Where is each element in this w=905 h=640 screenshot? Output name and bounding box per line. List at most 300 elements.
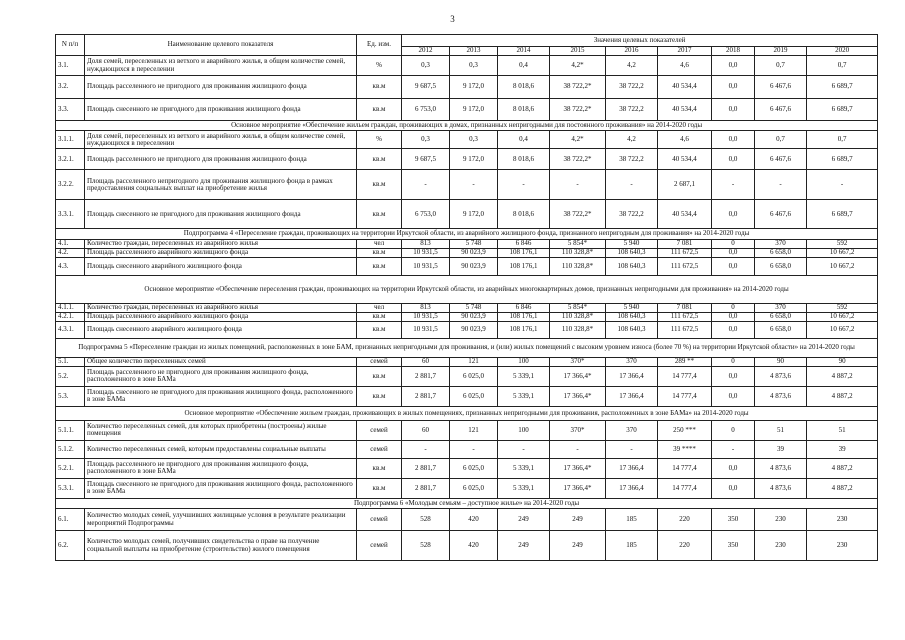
value-cell: 0,3 <box>402 131 450 149</box>
value-cell: 10 667,2 <box>807 312 878 321</box>
value-cell: 38 722,2 <box>606 149 658 170</box>
value-cell: 6 689,7 <box>807 200 878 229</box>
value-cell: 0,0 <box>712 56 755 76</box>
value-cell: 17 366,4 <box>606 386 658 406</box>
value-cell: 0,0 <box>712 386 755 406</box>
value-cell: 370* <box>550 420 606 440</box>
value-cell: 370* <box>550 357 606 366</box>
value-cell: 6 025,0 <box>450 386 498 406</box>
table-row <box>56 257 878 275</box>
unit-cell: семей <box>357 357 402 366</box>
value-cell: 4,2* <box>550 56 606 76</box>
value-cell: 40 534,4 <box>658 149 712 170</box>
value-cell: 350 <box>712 509 755 531</box>
unit-cell: кв.м <box>357 149 402 170</box>
header-name: Наименование целевого показателя <box>85 35 357 56</box>
row-id: 3.1.1. <box>56 131 85 149</box>
row-id: 4.3.1. <box>56 321 85 338</box>
value-cell: 108 640,3 <box>606 257 658 275</box>
value-cell: 813 <box>402 239 450 248</box>
value-cell: 0,7 <box>755 131 807 149</box>
value-cell: 4,6 <box>658 56 712 76</box>
value-cell: 8 018,6 <box>498 149 550 170</box>
unit-cell: кв.м <box>357 478 402 498</box>
table-row <box>56 312 878 321</box>
value-cell: 0,7 <box>807 131 878 149</box>
value-cell: 220 <box>658 509 712 531</box>
value-cell: 5 339,1 <box>498 386 550 406</box>
value-cell: 370 <box>755 239 807 248</box>
value-cell: 0,0 <box>712 257 755 275</box>
value-cell: 6 025,0 <box>450 458 498 478</box>
value-cell: 249 <box>498 531 550 561</box>
value-cell: 111 672,5 <box>658 321 712 338</box>
table-header <box>56 35 878 56</box>
row-id: 4.1. <box>56 239 85 248</box>
page-number: 3 <box>450 14 455 24</box>
value-cell: 592 <box>807 303 878 312</box>
header-year: 2015 <box>550 47 606 56</box>
value-cell: 4,2* <box>550 131 606 149</box>
value-cell: 60 <box>402 420 450 440</box>
row-id: 3.2.1. <box>56 149 85 170</box>
row-id: 3.3. <box>56 99 85 121</box>
value-cell: 38 722,2 <box>606 76 658 99</box>
header-year: 2012 <box>402 47 450 56</box>
value-cell: 14 777,4 <box>658 478 712 498</box>
unit-cell: семей <box>357 440 402 458</box>
table-body <box>56 56 878 561</box>
value-cell: 220 <box>658 531 712 561</box>
value-cell: 90 <box>755 357 807 366</box>
table-row <box>56 149 878 170</box>
row-id: 6.1. <box>56 509 85 531</box>
value-cell: 370 <box>606 357 658 366</box>
value-cell: 14 777,4 <box>658 366 712 386</box>
value-cell: 38 722,2 <box>606 99 658 121</box>
unit-cell: кв.м <box>357 200 402 229</box>
value-cell: 4 887,2 <box>807 386 878 406</box>
value-cell: 0,0 <box>712 200 755 229</box>
value-cell: 4 873,6 <box>755 458 807 478</box>
value-cell: 17 366,4* <box>550 458 606 478</box>
value-cell: - <box>712 170 755 200</box>
value-cell: 6 467,6 <box>755 200 807 229</box>
value-cell: 14 777,4 <box>658 458 712 478</box>
indicator-name: Площадь снесенного не пригодного для проживания жилищного фонда, расположенного в зоне БАМа <box>85 478 357 498</box>
indicator-name: Площадь расселенного аварийного жилищного фонда <box>85 248 357 257</box>
value-cell: 4,2 <box>606 56 658 76</box>
value-cell: 121 <box>450 357 498 366</box>
value-cell: 0 <box>712 303 755 312</box>
value-cell: 10 667,2 <box>807 248 878 257</box>
value-cell: 100 <box>498 357 550 366</box>
value-cell: 0 <box>712 420 755 440</box>
header-unit: Ед. изм. <box>357 35 402 56</box>
header-year: 2017 <box>658 47 712 56</box>
section-title: Основное мероприятие «Обеспечение жильем граждан, проживающих в домах, признанных непригодными для постоянного проживания» на 2014-2020 годы <box>56 121 878 131</box>
unit-cell: чел <box>357 303 402 312</box>
value-cell: 0,7 <box>755 56 807 76</box>
value-cell: 0,0 <box>712 478 755 498</box>
section-title: Подпрограмма 4 «Переселение граждан, проживающих на территории Иркутской области, из аварийного жилищного фонда, признанного непригодным для проживания» на 2014-2020 годы <box>56 229 878 239</box>
value-cell: 10 931,5 <box>402 321 450 338</box>
value-cell: 420 <box>450 509 498 531</box>
value-cell: 4 887,2 <box>807 366 878 386</box>
value-cell: 249 <box>550 509 606 531</box>
value-cell: 5 854* <box>550 303 606 312</box>
value-cell: - <box>402 170 450 200</box>
value-cell: 813 <box>402 303 450 312</box>
value-cell: 7 081 <box>658 303 712 312</box>
value-cell: 110 328,8* <box>550 321 606 338</box>
value-cell: 0,0 <box>712 312 755 321</box>
value-cell: 9 687,5 <box>402 149 450 170</box>
value-cell: 4,6 <box>658 131 712 149</box>
value-cell: 6 753,0 <box>402 200 450 229</box>
value-cell: 2 687,1 <box>658 170 712 200</box>
value-cell: 9 172,0 <box>450 76 498 99</box>
indicator-name: Площадь расселенного непригодного для проживания жилищного фонда в рамках предоставления социальных выплат на приобретение жилья <box>85 170 357 200</box>
value-cell: 10 931,5 <box>402 257 450 275</box>
section-row <box>56 229 878 239</box>
unit-cell: кв.м <box>357 76 402 99</box>
value-cell: 0,3 <box>450 131 498 149</box>
table-row <box>56 303 878 312</box>
value-cell: 6 846 <box>498 303 550 312</box>
value-cell: 8 018,6 <box>498 200 550 229</box>
value-cell: 5 339,1 <box>498 366 550 386</box>
indicator-name: Общее количество переселенных семей <box>85 357 357 366</box>
value-cell: 4 887,2 <box>807 458 878 478</box>
indicator-name: Площадь снесенного не пригодного для проживания жилищного фонда, расположенного в зоне БАМа <box>85 386 357 406</box>
header-year: 2019 <box>755 47 807 56</box>
row-id: 5.3. <box>56 386 85 406</box>
value-cell: 250 *** <box>658 420 712 440</box>
section-row <box>56 338 878 357</box>
indicator-name: Количество переселенных семей, для которых приобретены (построены) жилые помещения <box>85 420 357 440</box>
value-cell: 110 328,8* <box>550 257 606 275</box>
value-cell: - <box>712 440 755 458</box>
unit-cell: % <box>357 56 402 76</box>
value-cell: 8 018,6 <box>498 99 550 121</box>
indicator-name: Количество молодых семей, улучшивших жилищные условия в результате реализации мероприятий Подпрограммы <box>85 509 357 531</box>
value-cell: 108 640,3 <box>606 312 658 321</box>
value-cell: 2 881,7 <box>402 458 450 478</box>
value-cell: 230 <box>807 509 878 531</box>
indicator-name: Количество молодых семей, получивших свидетельства о праве на получение социальной выплаты на приобретение (строительство) жилого помещения <box>85 531 357 561</box>
value-cell: 51 <box>807 420 878 440</box>
indicator-name: Площадь снесенного не пригодного для проживания жилищного фонда <box>85 99 357 121</box>
indicators-table <box>55 34 878 561</box>
value-cell: 230 <box>755 531 807 561</box>
indicator-name: Количество граждан, переселенных из аварийного жилья <box>85 239 357 248</box>
header-year: 2020 <box>807 47 878 56</box>
unit-cell: чел <box>357 239 402 248</box>
value-cell: 6 846 <box>498 239 550 248</box>
row-id: 3.2. <box>56 76 85 99</box>
row-id: 4.2. <box>56 248 85 257</box>
header-year: 2016 <box>606 47 658 56</box>
value-cell: 0,3 <box>450 56 498 76</box>
value-cell: 5 748 <box>450 239 498 248</box>
value-cell: 6 467,6 <box>755 149 807 170</box>
value-cell: 6 689,7 <box>807 99 878 121</box>
value-cell: 8 018,6 <box>498 76 550 99</box>
indicator-name: Площадь снесенного аварийного жилищного фонда <box>85 321 357 338</box>
value-cell: 0,0 <box>712 366 755 386</box>
unit-cell: кв.м <box>357 386 402 406</box>
value-cell: 528 <box>402 531 450 561</box>
value-cell: 6 658,0 <box>755 312 807 321</box>
value-cell: 90 <box>807 357 878 366</box>
unit-cell: кв.м <box>357 321 402 338</box>
value-cell: 0,4 <box>498 131 550 149</box>
value-cell: 5 940 <box>606 239 658 248</box>
row-id: 4.3. <box>56 257 85 275</box>
indicator-name: Площадь расселенного не пригодного для проживания жилищного фонда <box>85 76 357 99</box>
value-cell: 6 689,7 <box>807 76 878 99</box>
value-cell: 5 940 <box>606 303 658 312</box>
value-cell: 51 <box>755 420 807 440</box>
row-id: 5.1. <box>56 357 85 366</box>
value-cell: 6 025,0 <box>450 366 498 386</box>
value-cell: 40 534,4 <box>658 99 712 121</box>
indicator-name: Площадь снесенного аварийного жилищного фонда <box>85 257 357 275</box>
unit-cell: кв.м <box>357 458 402 478</box>
unit-cell: семей <box>357 420 402 440</box>
header-values: Значения целевых показателей <box>402 35 878 47</box>
table-row <box>56 56 878 76</box>
value-cell: 4 887,2 <box>807 478 878 498</box>
value-cell: 6 658,0 <box>755 257 807 275</box>
value-cell: 17 366,4 <box>606 366 658 386</box>
value-cell: 9 172,0 <box>450 200 498 229</box>
table-row <box>56 131 878 149</box>
indicator-name: Доля семей, переселенных из ветхого и аварийного жилья, в общем количестве семей, нуждающихся в переселении <box>85 56 357 76</box>
unit-cell: % <box>357 131 402 149</box>
value-cell: 90 023,9 <box>450 257 498 275</box>
table-row <box>56 458 878 478</box>
table-row <box>56 366 878 386</box>
value-cell: 10 931,5 <box>402 312 450 321</box>
section-row <box>56 121 878 131</box>
value-cell: - <box>807 170 878 200</box>
unit-cell: кв.м <box>357 99 402 121</box>
value-cell: 110 328,8* <box>550 312 606 321</box>
value-cell: 110 328,8* <box>550 248 606 257</box>
row-id: 4.2.1. <box>56 312 85 321</box>
value-cell: 108 176,1 <box>498 312 550 321</box>
value-cell: - <box>550 170 606 200</box>
table-row <box>56 321 878 338</box>
value-cell: 2 881,7 <box>402 386 450 406</box>
row-id: 3.1. <box>56 56 85 76</box>
value-cell: - <box>606 170 658 200</box>
value-cell: 2 881,7 <box>402 478 450 498</box>
value-cell: 40 534,4 <box>658 200 712 229</box>
value-cell: 39 <box>807 440 878 458</box>
value-cell: 38 722,2* <box>550 76 606 99</box>
table-row <box>56 76 878 99</box>
value-cell: - <box>498 440 550 458</box>
unit-cell: кв.м <box>357 257 402 275</box>
unit-cell: кв.м <box>357 248 402 257</box>
value-cell: 39 <box>755 440 807 458</box>
unit-cell: кв.м <box>357 312 402 321</box>
value-cell: 6 467,6 <box>755 99 807 121</box>
value-cell: 185 <box>606 509 658 531</box>
value-cell: 121 <box>450 420 498 440</box>
value-cell: 185 <box>606 531 658 561</box>
value-cell: 111 672,5 <box>658 312 712 321</box>
table-row <box>56 440 878 458</box>
value-cell: 0,0 <box>712 76 755 99</box>
value-cell: 592 <box>807 239 878 248</box>
value-cell: 40 534,4 <box>658 76 712 99</box>
header-year: 2013 <box>450 47 498 56</box>
value-cell: - <box>755 170 807 200</box>
unit-cell: кв.м <box>357 170 402 200</box>
header-year: 2014 <box>498 47 550 56</box>
value-cell: 0,4 <box>498 56 550 76</box>
value-cell: 10 667,2 <box>807 321 878 338</box>
table-row <box>56 170 878 200</box>
value-cell: 230 <box>807 531 878 561</box>
unit-cell: семей <box>357 531 402 561</box>
value-cell: 0,0 <box>712 149 755 170</box>
row-id: 3.2.2. <box>56 170 85 200</box>
value-cell: 108 640,3 <box>606 321 658 338</box>
value-cell: 0 <box>712 239 755 248</box>
value-cell: 90 023,9 <box>450 321 498 338</box>
row-id: 5.3.1. <box>56 478 85 498</box>
section-title: Подпрограмма 5 «Переселение граждан из жилых помещений, расположенных в зоне БАМ, признанных непригодными для проживания, и (или) жилых помещений с высоким уровнем износа (более 70 %) на территории Иркутской области» на 2014-2020 годы <box>56 338 878 357</box>
value-cell: 9 172,0 <box>450 149 498 170</box>
value-cell: 0,0 <box>712 458 755 478</box>
value-cell: 4 873,6 <box>755 366 807 386</box>
value-cell: 108 176,1 <box>498 321 550 338</box>
value-cell: 38 722,2* <box>550 99 606 121</box>
value-cell: 9 687,5 <box>402 76 450 99</box>
value-cell: - <box>498 170 550 200</box>
section-title: Подпрограмма 6 «Молодым семьям – доступное жилье» на 2014-2020 годы <box>56 498 878 508</box>
value-cell: 370 <box>755 303 807 312</box>
value-cell: 90 023,9 <box>450 248 498 257</box>
unit-cell: кв.м <box>357 366 402 386</box>
value-cell: 17 366,4* <box>550 478 606 498</box>
section-title: Основное мероприятие «Обеспечение жильем граждан, проживающих в жилых помещениях, признанных непригодными для проживания, расположенных в зоне БАМа» на 2014-2020 годы <box>56 406 878 420</box>
table-row <box>56 386 878 406</box>
value-cell: 350 <box>712 531 755 561</box>
value-cell: 5 339,1 <box>498 478 550 498</box>
value-cell: 0,0 <box>712 99 755 121</box>
value-cell: 249 <box>498 509 550 531</box>
value-cell: 370 <box>606 420 658 440</box>
value-cell: - <box>450 170 498 200</box>
value-cell: 17 366,4* <box>550 366 606 386</box>
value-cell: 0,0 <box>712 321 755 338</box>
value-cell: - <box>450 440 498 458</box>
value-cell: 420 <box>450 531 498 561</box>
section-row <box>56 406 878 420</box>
value-cell: 10 667,2 <box>807 257 878 275</box>
value-cell: 5 748 <box>450 303 498 312</box>
value-cell: 14 777,4 <box>658 386 712 406</box>
value-cell: 289 ** <box>658 357 712 366</box>
table-row <box>56 478 878 498</box>
value-cell: 38 722,2* <box>550 149 606 170</box>
value-cell: 6 753,0 <box>402 99 450 121</box>
value-cell: 6 467,6 <box>755 76 807 99</box>
value-cell: 6 658,0 <box>755 248 807 257</box>
value-cell: 39 **** <box>658 440 712 458</box>
indicator-name: Площадь расселенного не пригодного для проживания жилищного фонда, расположенного в зоне БАМа <box>85 366 357 386</box>
table-row <box>56 357 878 366</box>
value-cell: 0,7 <box>807 56 878 76</box>
value-cell: - <box>550 440 606 458</box>
section-title: Основное мероприятие «Обеспечение переселения граждан, проживающих на территории Иркутской области, из аварийных многоквартирных домов, признанных непригодными для проживания» на 2014-2020 годы <box>56 275 878 303</box>
value-cell: - <box>402 440 450 458</box>
value-cell: 528 <box>402 509 450 531</box>
value-cell: 108 176,1 <box>498 248 550 257</box>
value-cell: 90 023,9 <box>450 312 498 321</box>
value-cell: 7 081 <box>658 239 712 248</box>
indicator-name: Площадь расселенного аварийного жилищного фонда <box>85 312 357 321</box>
value-cell: 38 722,2 <box>606 200 658 229</box>
value-cell: 5 339,1 <box>498 458 550 478</box>
value-cell: 6 025,0 <box>450 478 498 498</box>
value-cell: 4 873,6 <box>755 386 807 406</box>
value-cell: 2 881,7 <box>402 366 450 386</box>
value-cell: 0,0 <box>712 131 755 149</box>
value-cell: 0,0 <box>712 248 755 257</box>
table-row <box>56 248 878 257</box>
table-row <box>56 99 878 121</box>
header-year: 2018 <box>712 47 755 56</box>
value-cell: 0,3 <box>402 56 450 76</box>
value-cell: - <box>606 440 658 458</box>
row-id: 3.3.1. <box>56 200 85 229</box>
indicator-name: Количество переселенных семей, которым предоставлены социальные выплаты <box>85 440 357 458</box>
indicator-name: Площадь расселенного не пригодного для проживания жилищного фонда, расположенного в зоне БАМа <box>85 458 357 478</box>
indicator-name: Площадь расселенного не пригодного для проживания жилищного фонда <box>85 149 357 170</box>
section-row <box>56 275 878 303</box>
value-cell: 4,2 <box>606 131 658 149</box>
row-id: 5.2.1. <box>56 458 85 478</box>
row-id: 5.1.1. <box>56 420 85 440</box>
row-id: 5.1.2. <box>56 440 85 458</box>
value-cell: 17 366,4 <box>606 478 658 498</box>
value-cell: 108 176,1 <box>498 257 550 275</box>
indicator-name: Количество граждан, переселенных из аварийного жилья <box>85 303 357 312</box>
header-id: N п/п <box>56 35 85 56</box>
value-cell: 249 <box>550 531 606 561</box>
value-cell: 111 672,5 <box>658 257 712 275</box>
table-row <box>56 239 878 248</box>
value-cell: 100 <box>498 420 550 440</box>
value-cell: 0 <box>712 357 755 366</box>
value-cell: 5 854* <box>550 239 606 248</box>
table-row <box>56 531 878 561</box>
value-cell: 108 640,3 <box>606 248 658 257</box>
value-cell: 38 722,2* <box>550 200 606 229</box>
indicator-name: Площадь снесенного не пригодного для проживания жилищного фонда <box>85 200 357 229</box>
table-row <box>56 420 878 440</box>
row-id: 4.1.1. <box>56 303 85 312</box>
value-cell: 6 658,0 <box>755 321 807 338</box>
value-cell: 4 873,6 <box>755 478 807 498</box>
